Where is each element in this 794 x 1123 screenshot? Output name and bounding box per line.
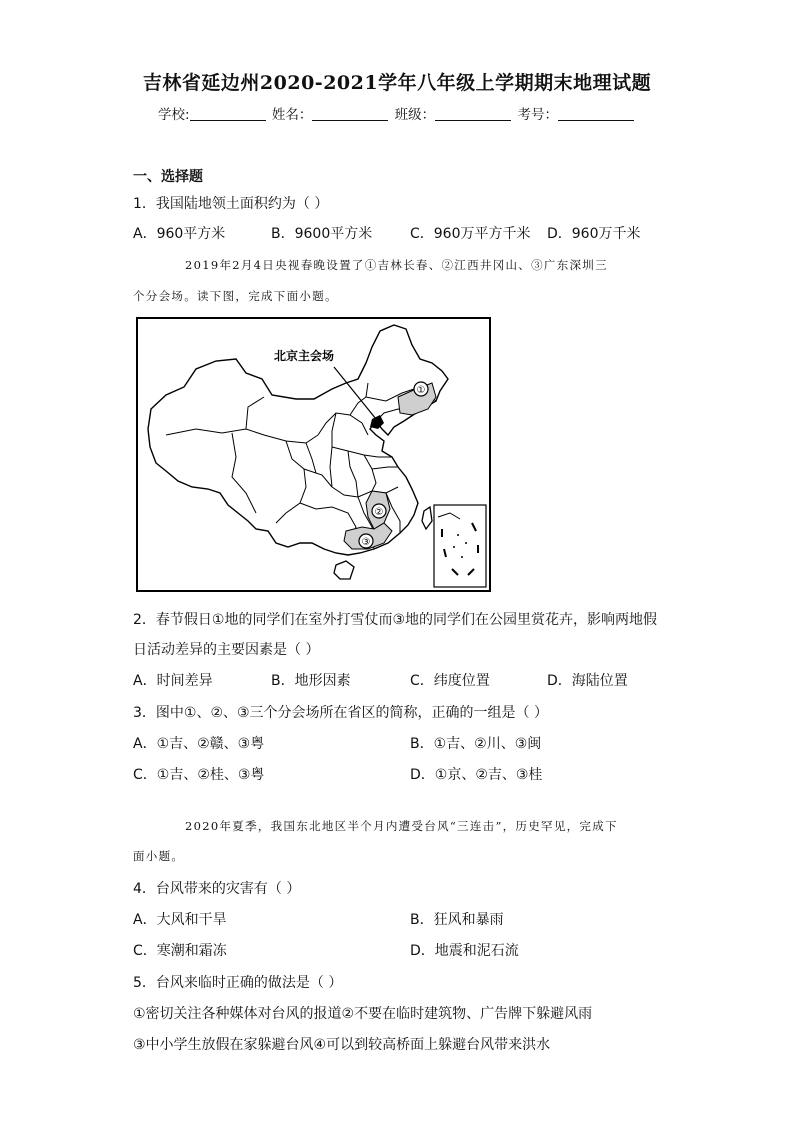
number-blank — [558, 107, 634, 121]
q1-option-d: D．960万千米 — [547, 226, 641, 242]
q3-stem: 3．图中①、②、③三个分会场所在省区的简称，正确的一组是（ ） — [133, 705, 549, 721]
q5-stem: 5．台风来临时正确的做法是（ ） — [133, 975, 343, 991]
q1-stem: 1．我国陆地领土面积约为（ ） — [133, 196, 329, 212]
section-heading: 一、选择题 — [133, 169, 203, 185]
q4-option-b: B．狂风和暴雨 — [410, 912, 504, 928]
q4-option-a: A．大风和干旱 — [133, 912, 227, 928]
q4-option-d: D．地震和泥石流 — [410, 943, 519, 959]
class-blank — [435, 107, 511, 121]
student-info-line — [0, 103, 794, 123]
name-blank — [312, 107, 388, 121]
q1-option-c: C．960万平方千米 — [410, 226, 531, 242]
number-label: 考号： — [517, 107, 558, 123]
marker-3 — [359, 534, 373, 548]
intro2-line1: 2020年夏季，我国东北地区半个月内遭受台风“三连击”，历史罕见，完成下 — [185, 819, 618, 833]
q1-option-a: A．960平方米 — [133, 226, 226, 242]
q1-option-b: B．9600平方米 — [271, 226, 373, 242]
china-map-figure — [136, 317, 491, 592]
marker-3-label: ③ — [361, 537, 371, 548]
school-blank — [190, 107, 266, 121]
intro1-line2: 个分会场。读下图，完成下面小题。 — [133, 289, 338, 303]
q4-stem: 4．台风带来的灾害有（ ） — [133, 881, 301, 897]
q2-option-c: C．纬度位置 — [410, 673, 490, 689]
q4-option-c: C．寒潮和霜冻 — [133, 943, 227, 959]
name-label: 姓名： — [271, 107, 313, 123]
marker-1 — [414, 382, 428, 396]
marker-2-label: ② — [374, 507, 384, 518]
q2-stem-line1: 2．春节假日①地的同学们在室外打雪仗而③地的同学们在公园里赏花卉，影响两地假 — [133, 612, 658, 628]
intro2-line2: 面小题。 — [133, 849, 185, 863]
q2-option-b: B．地形因素 — [271, 673, 351, 689]
q5-line2: ③中小学生放假在家躲避台风④可以到较高桥面上躲避台风带来洪水 — [133, 1037, 551, 1053]
q2-stem-line2: 日活动差异的主要因素是（ ） — [133, 642, 320, 658]
school-label: 学校: — [158, 107, 190, 123]
south-china-sea-inset — [434, 505, 486, 587]
exam-title: 吉林省延边州2020-2021学年八年级上学期期末地理试题 — [142, 72, 652, 94]
marker-1-label: ① — [416, 385, 426, 396]
q2-option-a: A．时间差异 — [133, 673, 213, 689]
q3-option-d: D．①京、②吉、③桂 — [410, 767, 543, 783]
q2-option-d: D．海陆位置 — [547, 673, 628, 689]
q3-option-c: C．①吉、②桂、③粤 — [133, 767, 265, 783]
intro1-line1: 2019年2月4日央视春晚设置了①吉林长春、②江西井冈山、③广东深圳三 — [185, 258, 608, 272]
q3-option-b: B．①吉、②川、③闽 — [410, 736, 542, 752]
class-label: 班级： — [394, 107, 436, 123]
marker-2 — [372, 504, 386, 518]
beijing-main-venue-label: 北京主会场 — [274, 349, 335, 363]
q3-option-a: A．①吉、②赣、③粤 — [133, 736, 265, 752]
q5-line1: ①密切关注各种媒体对台风的报道②不要在临时建筑物、广告牌下躲避风雨 — [133, 1006, 593, 1022]
